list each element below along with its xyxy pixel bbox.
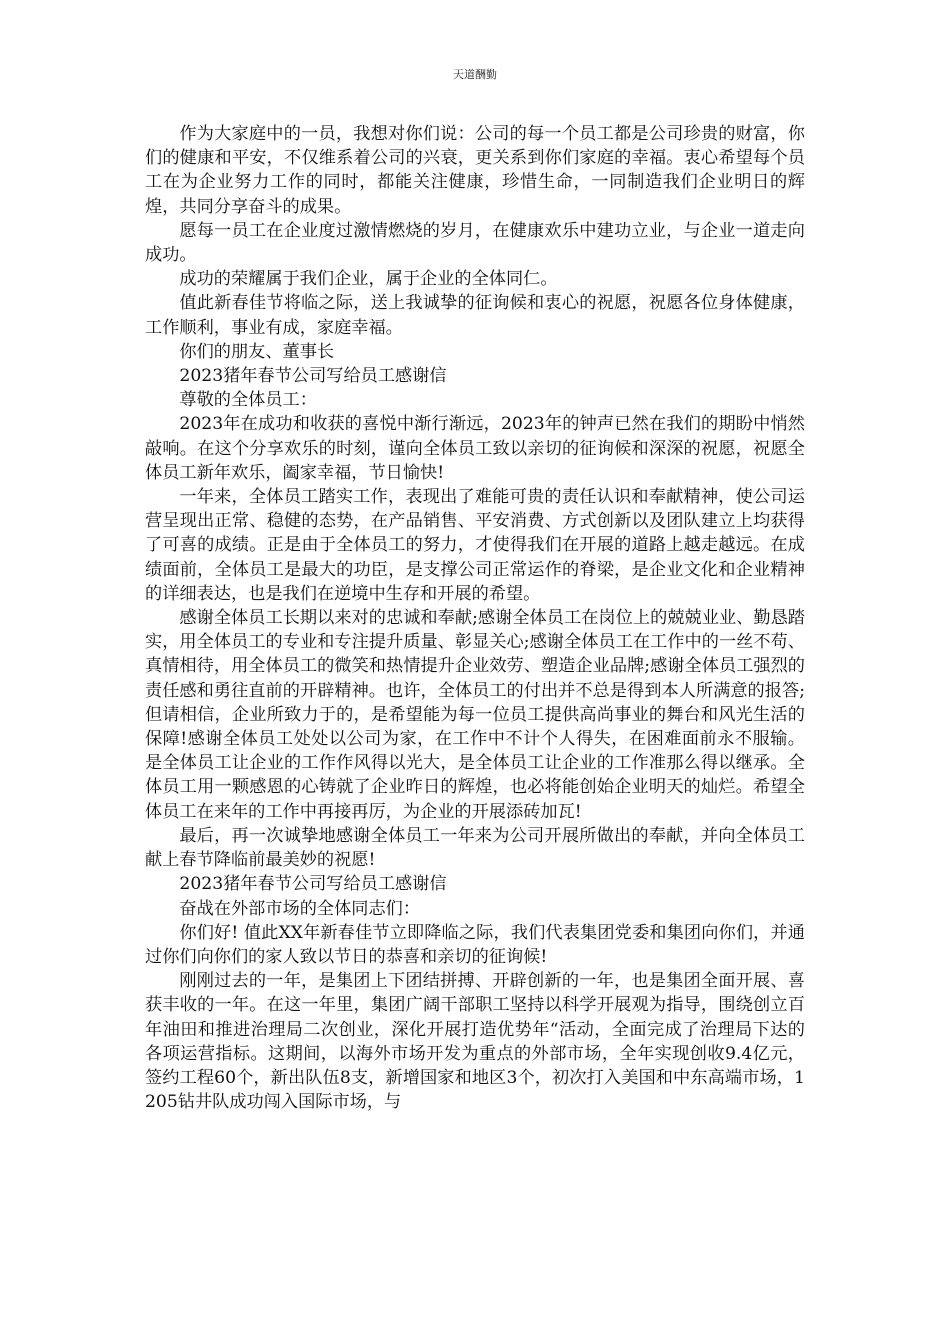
page-header: 天道酬勤 — [453, 68, 497, 81]
paragraph: 刚刚过去的一年，是集团上下团结拼搏、开辟创新的一年，也是集团全面开展、喜获丰收的一年。在这一年里，集团广阔干部职工坚持以科学开展观为指导，围绕创立百年油田和推进治理局二次创业，深化开展打造优势年“活动，全面完成了治理局下达的各项运营指标。这期间，以海外市场开发为重点的外部市场，全年实现创收9.4亿元，签约工程60个，新出队伍8支，新增国家和地区3个，初次打入美国和中东高端市场，1205钻井队成功闯入国际市场，与 — [145, 971, 805, 1113]
salutation: 奋战在外部市场的全体同志们： — [179, 898, 421, 919]
paragraph: 值此新春佳节将临之际，送上我诚挚的征询候和衷心的祝愿，祝愿各位身体健康，工作顺利，事业有成，家庭幸福。 — [145, 293, 805, 338]
paragraph: 愿每一员工在企业度过激情燃烧的岁月，在健康欢乐中建功立业，与企业一道走向成功。 — [145, 220, 805, 266]
paragraph: 一年来，全体员工踏实工作，表现出了难能可贵的责任认识和奉献精神，使公司运营呈现出正常、稳健的态势，在产品销售、平安消费、方式创新以及团队建立上均获得了可喜的成绩。正是由于全体员工的努力，才使得我们在开展的道路上越走越远。在成绩面前，全体员工是最大的功臣，是支撑公司正常运作的脊梁，是企业文化和企业精神的详细表达，也是我们在逆境中生存和开展的希望。 — [145, 487, 805, 604]
document-body — [145, 122, 805, 1114]
letter-title: 2023猪年春节公司写给员工感谢信 — [179, 366, 447, 387]
letter-title: 2023猪年春节公司写给员工感谢信 — [179, 874, 447, 895]
paragraph: 2023年在成功和收获的喜悦中渐行渐远，2023年的钟声已然在我们的期盼中悄然敲响。在这个分享欢乐的时刻，谨向全体员工致以亲切的征询候和深深的祝愿，祝愿全体员工新年欢乐，阖家幸福，节日愉快! — [145, 414, 805, 483]
salutation: 尊敬的全体员工： — [179, 390, 317, 411]
paragraph: 成功的荣耀属于我们企业，属于企业的全体同仁。 — [179, 269, 558, 290]
paragraph: 感谢全体员工长期以来对的忠诚和奉献;感谢全体员工在岗位上的兢兢业业、勤恳踏实，用全体员工的专业和专注提升质量、彰显关心;感谢全体员工在工作中的一丝不苟、真情相待，用全体员工的微笑和热情提升企业效劳、塑造企业品牌;感谢全体员工强烈的责任感和勇往直前的开辟精神。也许，全体员工的付出并不总是得到本人所满意的报答;但请相信，企业所致力于的，是希望能为每一位员工提供高尚事业的舞台和风光生活的保障!感谢全体员工处处以公司为家，在工作中不计个人得失，在困难面前永不服输。是全体员工让企业的工作作风得以光大，是全体员工让企业的工作准那么得以继承。全体员工用一颗感恩的心铸就了企业昨日的辉煌，也必将能创始企业明天的灿烂。希望全体员工在来年的工作中再接再厉，为企业的开展添砖加瓦! — [145, 608, 805, 822]
paragraph: 最后，再一次诚挚地感谢全体员工一年来为公司开展所做出的奉献，并向全体员工献上春节降临前最美妙的祝愿! — [145, 825, 805, 871]
signature-line: 你们的朋友、董事长 — [179, 341, 335, 362]
paragraph: 你们好! 值此XX年新春佳节立即降临之际，我们代表集团党委和集团向你们，并通过你们向你们的家人致以节日的恭喜和亲切的征询候! — [145, 922, 805, 967]
paragraph: 作为大家庭中的一员，我想对你们说：公司的每一个员工都是公司珍贵的财富，你们的健康和平安，不仅维系着公司的兴衰，更关系到你们家庭的幸福。衷心希望每个员工在为企业努力工作的同时，都能关注健康，珍惜生命，一同制造我们企业明日的辉煌，共同分享奋斗的成果。 — [145, 124, 805, 217]
